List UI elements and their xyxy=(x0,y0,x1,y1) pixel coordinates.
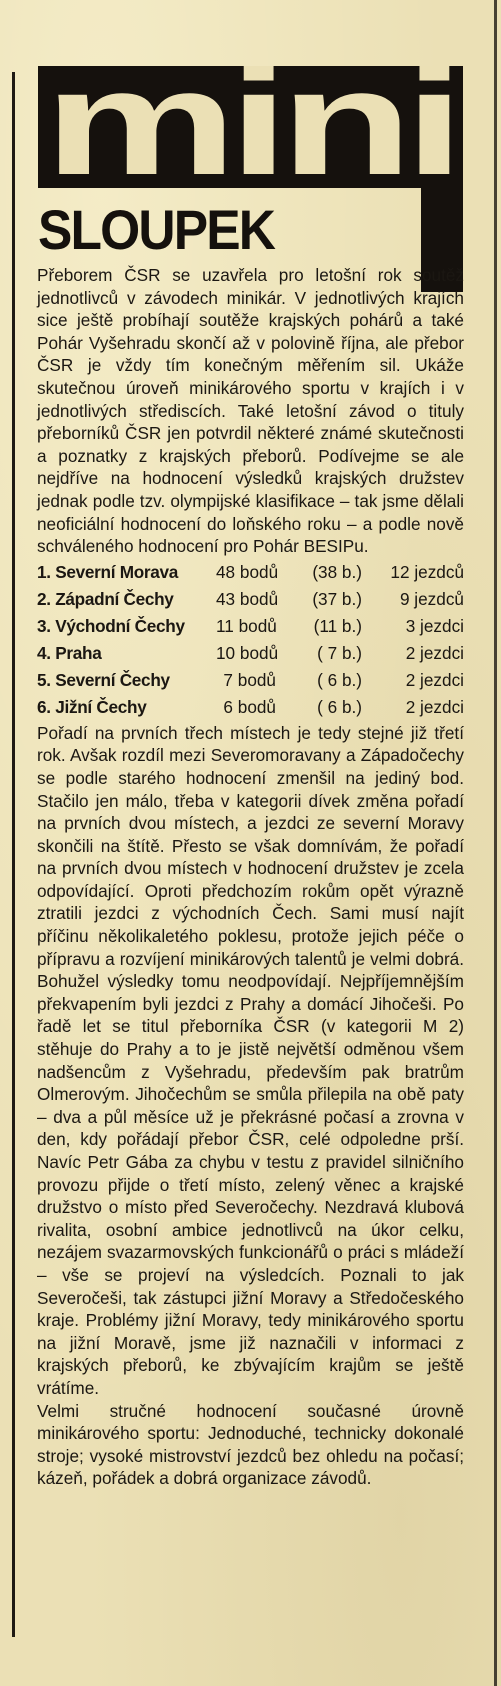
team-prev-points: ( 6 b.) xyxy=(317,669,362,690)
team-prev-points: (38 b.) xyxy=(312,561,362,582)
team-name: 3. Východní Čechy xyxy=(37,615,185,636)
article-conclusion: Velmi stručné hodnocení současné úrovně minikárového sportu: Jednoduché, technicky dokonalé stroje; vysoké mistrovství jezdců bez ohledu na počasí; kázeň, pořádek a dobrá organizace závodů. xyxy=(37,1400,464,1489)
team-prev-points: ( 6 b.) xyxy=(317,696,362,717)
team-prev-points: ( 7 b.) xyxy=(317,642,362,663)
team-name: 2. Západní Čechy xyxy=(37,588,174,609)
results-row xyxy=(37,667,464,694)
article-intro: Přeborem ČSR se uzavřela pro letošní rok soutěž jednotlivců v závodech minikár. V jednotlivých krajích sice ještě probíhají soutěže krajských pohárů a také Pohár Vyšehradu skončí až v polovině října, ale přebor ČSR je vždy tím konečným měřením sil. Ukáže skutečnou úroveň minikárového sportu v krajích i v jednotlivých střediscích. Také letošní závod o tituly přeborníků ČSR jen potvrdil některé známé skutečnosti a poznatky z krajských přeborů. Podívejme se ale nejdříve na hodnocení výsledků krajských družstev jednak podle tzv. olympijské klasifikace – tak jsme dělali neoficiální hodnocení do loňského roku – a podle nově schváleného hodnocení pro Pohár BESIPu. xyxy=(37,265,464,557)
results-row xyxy=(37,694,464,721)
team-points: 10 bodů xyxy=(216,642,279,663)
team-riders: 9 jezdců xyxy=(399,588,464,609)
team-name: 1. Severní Morava xyxy=(37,561,179,582)
team-points: 6 bodů xyxy=(223,696,276,717)
team-prev-points: (37 b.) xyxy=(312,588,362,609)
results-row xyxy=(37,586,464,613)
team-points: 43 bodů xyxy=(216,588,279,609)
right-page-edge xyxy=(494,0,497,1686)
mini-logo-art xyxy=(38,66,463,188)
team-points: 11 bodů xyxy=(216,615,277,636)
team-riders: 2 jezdci xyxy=(405,642,464,663)
mini-logo xyxy=(38,66,463,188)
left-column-rule xyxy=(12,72,15,1637)
results-row xyxy=(37,613,464,640)
mini-logo-word: mini xyxy=(44,66,456,188)
column-subtitle: SLOUPEK xyxy=(38,198,275,261)
team-prev-points: (11 b.) xyxy=(313,615,362,636)
results-row xyxy=(37,559,464,586)
team-riders: 2 jezdci xyxy=(405,669,464,690)
results-row xyxy=(37,640,464,667)
team-name: 5. Severní Čechy xyxy=(37,669,170,690)
results-table xyxy=(37,559,464,721)
team-riders: 2 jezdci xyxy=(405,696,464,717)
team-points: 7 bodů xyxy=(223,669,276,690)
team-points: 48 bodů xyxy=(216,561,279,582)
article-body-text: Pořadí na prvních třech místech je tedy stejné již třetí rok. Avšak rozdíl mezi Severomoravany a Západočechy se podle starého hodnocení zmenšil na jediný bod. Stačilo jen málo, třeba v kategorii dívek změna pořadí na prvních dvou místech, a jezdci ze severní Moravy skončili na štítě. Přesto se však domnívám, že pořadí na prvních dvou místech v hodnocení družstev je zcela odpovídající. Oproti předchozím rokům opět výrazně ztratili jezdci z východních Čech. Sami musí najít příčinu několikaletého poklesu, protože jejich péče o přípravu a rozvíjení minikárových talentů je velmi dobrá. Bohužel výsledky tomu neodpovídají. Nejpříjemnějším překvapením byli jezdci z Prahy a domácí Jihočeši. Po řadě let se titul přeborníka ČSR (v kategorii M 2) stěhuje do Prahy a to je jistě největší odměnou všem nadšencům z Vyšehradu, především pak bratrům Olmerovým. Jihočechům se smůla přilepila na obě paty – dva a půl měsíce už je překrásné počasí a zrovna v den, kdy pořádají přebor ČSR, celé odpoledne prší. Navíc Petr Gába za chybu v testu z pravidel silničního provozu přijde o třetí místo, zelený věnec a krajské družstvo o místo před Severočechy. Nezdravá klubová rivalita, osobní ambice jednotlivců na úkor celku, nezájem svazarmovských funkcionářů o práci s mládeží – vše se projeví na výsledcích. Poznali to jak Severočeši, tak zástupci jižní Moravy a Středočeského kraje. Problémy jižní Moravy, tedy minikárového sportu na jižní Moravě, jsme již naznačili v informaci z krajských přeborů, ke zbývajícím krajům se ještě vrátíme. xyxy=(37,722,464,1398)
team-riders: 3 jezdci xyxy=(405,615,464,636)
team-name: 6. Jižní Čechy xyxy=(37,696,147,717)
article-body xyxy=(37,264,464,1490)
column-masthead xyxy=(38,38,463,263)
team-name: 4. Praha xyxy=(37,642,102,663)
team-riders: 12 jezdců xyxy=(390,561,464,582)
